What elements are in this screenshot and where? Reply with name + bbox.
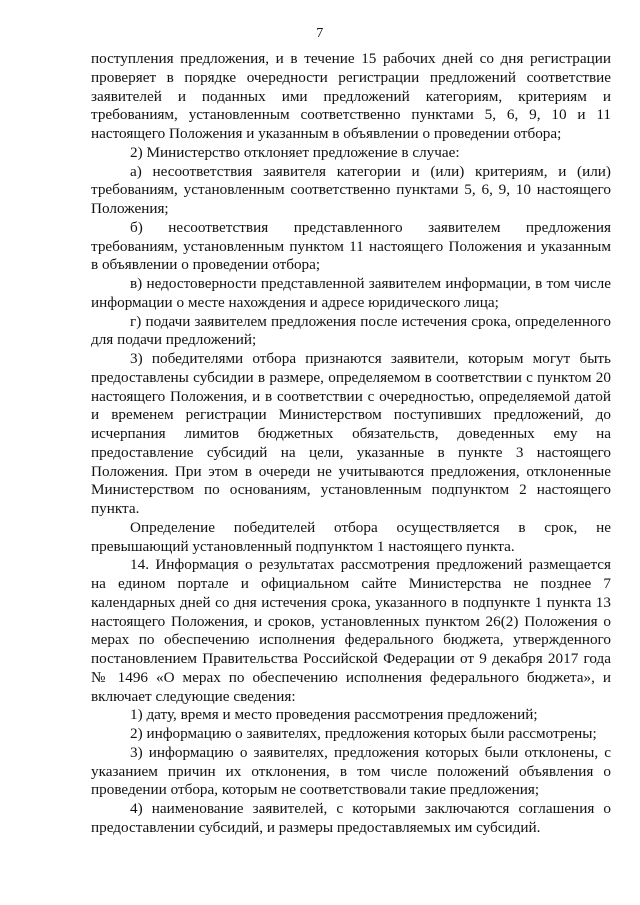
paragraph-rejection-b: б) несоответствия представленного заявителем предложения требованиям, установленным пунктом 11 настоящего Положения и указанным в объявлении о проведении отбора;	[91, 218, 611, 274]
page-number: 7	[316, 26, 324, 41]
paragraph-rejection-heading: 2) Министерство отклоняет предложение в случае:	[130, 143, 460, 161]
paragraph-rejection-g: г) подачи заявителем предложения после истечения срока, определенного для подачи предложений;	[91, 312, 611, 349]
paragraph-rejection-a: а) несоответствия заявителя категории и (или) критериям, и (или) требованиям, установленным соответственно пунктами 5, 6, 9, 10 настоящего Положения;	[91, 162, 611, 217]
paragraph-info-1: 1) дату, время и место проведения рассмотрения предложений;	[130, 706, 538, 724]
paragraph-winners-deadline: Определение победителей отбора осуществляется в срок, не превышающий установленный подпунктом 1 настоящего пункта.	[91, 518, 611, 555]
paragraph-info-3: 3) информацию о заявителях, предложения которых были отклонены, с указанием причин их отклонения, в том числе положений объявления о проведении отбора, которым не соответствовали такие предложения;	[91, 743, 611, 799]
paragraph-rejection-v: в) недостоверности представленной заявителем информации, в том числе информации о месте нахождения и адресе юридического лица;	[91, 275, 611, 311]
paragraph-info-2: 2) информацию о заявителях, предложения которых были рассмотрены;	[130, 725, 597, 742]
paragraph-item-14: 14. Информация о результатах рассмотрения предложений размещается на едином портале и официальном сайте Министерства не позднее 7 календарных дней со дня истечения срока, указанного в подпункте 1 пункта 13 настоящего Положения, и сроков, установленных пунктом 26(2) Положения о мерах по обеспечению исполнения федерального бюджета, утвержденного постановлением Правительства Российской Федерации от 9 декабря 2017 года № 1496 «О мерах по обеспечению исполнения федерального бюджета», и включает следующие сведения:	[91, 556, 611, 705]
document-body	[91, 50, 611, 838]
paragraph-intro-continuation: поступления предложения, и в течение 15 рабочих дней со дня регистрации проверяет в порядке очередности регистрации предложений соответствие заявителей и поданных ими предложений категориям, критериям и требованиям, установленным соответственно пунктами 5, 6, 9, 10 и 11 настоящего Положения и указанным в объявлении о проведении отбора;	[91, 50, 611, 142]
paragraph-info-4: 4) наименование заявителей, с которыми заключаются соглашения о предоставлении субсидий, и размеры предоставляемых им субсидий.	[91, 800, 611, 836]
paragraph-winners: 3) победителями отбора признаются заявители, которым могут быть предоставлены субсидии в размере, определяемом в соответствии с пунктом 20 настоящего Положения, и в соответствии с очередностью, определяемой датой и временем регистрации Министерством поступивших предложений, до исчерпания лимитов бюджетных обязательств, доведенных ему на предоставление субсидий на цели, указанные в пункте 3 настоящего Положения. При этом в очереди не учитываются предложения, отклоненные Министерством по основаниям, установленным подпунктом 2 настоящего пункта.	[91, 350, 611, 517]
